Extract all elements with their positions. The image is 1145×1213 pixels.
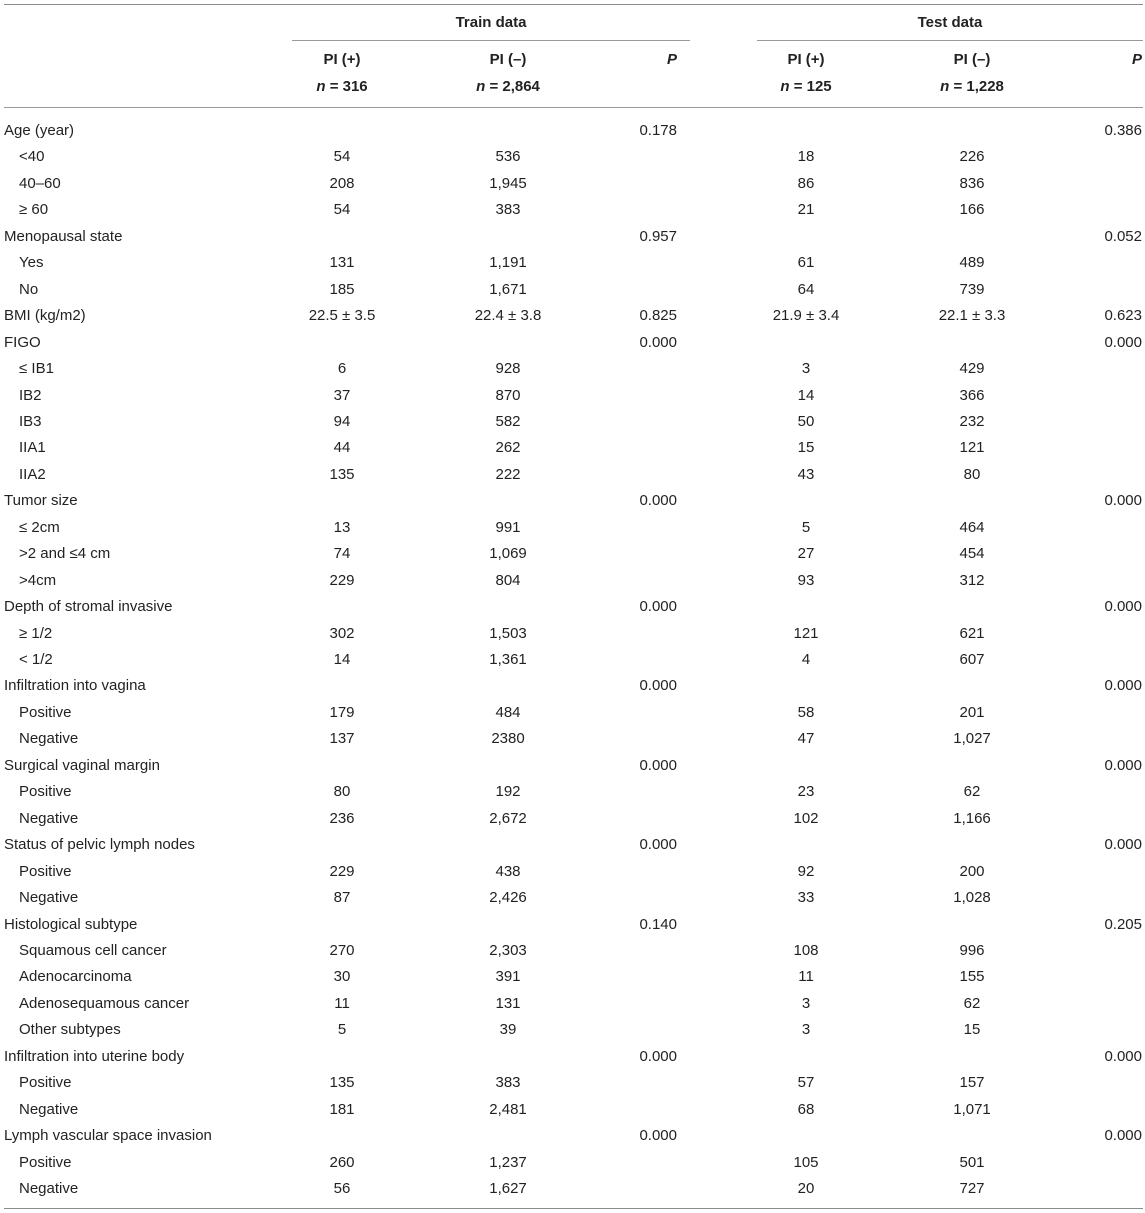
train-p-cell: 0.000 [639, 677, 677, 694]
test-p-cell: 0.000 [1104, 598, 1142, 615]
test-pi-neg-cell: 200 [959, 863, 985, 880]
train-pi-neg-cell: 22.4 ± 3.8 [474, 307, 542, 324]
train-pi-neg-cell: 391 [495, 968, 521, 985]
row-label: ≤ 2cm [19, 519, 60, 536]
train-pi-neg-cell: 383 [495, 1074, 521, 1091]
test-p-cell: 0.000 [1104, 677, 1142, 694]
train-pi-neg-cell: 1,191 [489, 254, 527, 271]
test-pi-pos-cell: 43 [797, 466, 815, 483]
train-p-header [667, 51, 677, 69]
train-pi-pos-cell: 208 [329, 175, 355, 192]
train-p-cell: 0.000 [639, 1127, 677, 1144]
train-pi-neg-cell: 928 [495, 360, 521, 377]
test-pi-pos-cell: 50 [797, 413, 815, 430]
train-p-cell: 0.000 [639, 598, 677, 615]
row-label: BMI (kg/m2) [4, 307, 86, 324]
row-label: Negative [19, 810, 79, 827]
train-pi-neg-cell: 991 [495, 519, 521, 536]
train-pi-pos-cell: 54 [333, 148, 351, 165]
test-pi-pos-cell: 14 [797, 387, 815, 404]
test-pi-neg-cell: 232 [959, 413, 985, 430]
train-pi-pos-cell: 229 [329, 863, 355, 880]
train-pi-neg-cell: 1,671 [489, 281, 527, 298]
train-pi-neg-cell: 582 [495, 413, 521, 430]
train-pi-pos-cell: 131 [329, 254, 355, 271]
train-pi-pos-cell: 37 [333, 387, 351, 404]
header-bottom-rule [4, 107, 1143, 108]
train-pi-pos-cell: 30 [333, 968, 351, 985]
row-label: No [19, 281, 39, 298]
train-pi-pos-cell: 56 [333, 1180, 351, 1197]
train-pi-neg-cell: 1,237 [489, 1154, 527, 1171]
train-p-cell: 0.000 [639, 1048, 677, 1065]
test-pi-pos-cell: 68 [797, 1101, 815, 1118]
test-p-cell: 0.623 [1104, 307, 1142, 324]
row-label: IB3 [19, 413, 42, 430]
test-pi-pos-cell: 102 [793, 810, 819, 827]
train-neg-n [476, 78, 540, 96]
train-pi-neg-cell: 484 [495, 704, 521, 721]
n-value: = 316 [329, 78, 368, 95]
row-label: IIA1 [19, 439, 46, 456]
train-pi-neg-cell: 1,069 [489, 545, 527, 562]
train-pi-pos-cell: 181 [329, 1101, 355, 1118]
row-label: Negative [19, 1180, 79, 1197]
n-label: n [476, 78, 486, 95]
train-p-label: P [666, 51, 677, 68]
train-pi-neg-cell: 1,945 [489, 175, 527, 192]
train-pi-pos-cell: 185 [329, 281, 355, 298]
test-pi-pos-cell: 3 [801, 360, 811, 377]
train-pi-pos-cell: 74 [333, 545, 351, 562]
test-pi-neg-cell: 1,071 [953, 1101, 991, 1118]
n-value: = 2,864 [489, 78, 540, 95]
test-pi-pos-cell: 58 [797, 704, 815, 721]
train-data-header: Train data [455, 14, 527, 31]
test-pi-pos-cell: 21 [797, 201, 815, 218]
train-pi-neg-cell: 383 [495, 201, 521, 218]
row-label: Positive [19, 704, 72, 721]
row-label: 40–60 [19, 175, 61, 192]
test-pi-pos-cell: 20 [797, 1180, 815, 1197]
train-p-cell: 0.140 [639, 916, 677, 933]
train-p-cell: 0.000 [639, 492, 677, 509]
test-data-header: Test data [917, 14, 983, 31]
row-label: IB2 [19, 387, 42, 404]
test-p-header [1132, 51, 1142, 69]
test-p-cell: 0.000 [1104, 1127, 1142, 1144]
row-label: IIA2 [19, 466, 46, 483]
test-pi-pos-cell: 108 [793, 942, 819, 959]
test-pi-neg-cell: 454 [959, 545, 985, 562]
train-pi-pos-cell: 260 [329, 1154, 355, 1171]
row-label: Adenocarcinoma [19, 968, 132, 985]
train-pi-pos-cell: 229 [329, 572, 355, 589]
test-pos-n [780, 78, 831, 96]
train-pi-neg-cell: 1,503 [489, 625, 527, 642]
train-pi-neg-cell: 438 [495, 863, 521, 880]
train-pi-neg-cell: 2,426 [489, 889, 527, 906]
row-label: Negative [19, 730, 79, 747]
test-pi-pos-cell: 86 [797, 175, 815, 192]
train-pi-neg-cell: 262 [495, 439, 521, 456]
top-rule [4, 4, 1143, 5]
train-pi-neg-cell: 1,627 [489, 1180, 527, 1197]
test-p-cell: 0.386 [1104, 122, 1142, 139]
row-label: Positive [19, 863, 72, 880]
test-pi-neg-cell: 157 [959, 1074, 985, 1091]
train-p-cell: 0.000 [639, 334, 677, 351]
train-pi-pos-cell: 14 [333, 651, 351, 668]
test-pi-neg-cell: 366 [959, 387, 985, 404]
train-pi-pos-cell: 13 [333, 519, 351, 536]
test-pi-neg-cell: 155 [959, 968, 985, 985]
test-p-cell: 0.000 [1104, 836, 1142, 853]
row-label: Negative [19, 889, 79, 906]
row-label: Menopausal state [4, 228, 123, 245]
test-pi-neg-cell: 501 [959, 1154, 985, 1171]
train-pi-pos-cell: 94 [333, 413, 351, 430]
train-pi-neg-cell: 39 [499, 1021, 517, 1038]
row-label: Infiltration into uterine body [4, 1048, 185, 1065]
row-label: Squamous cell cancer [19, 942, 167, 959]
test-p-cell: 0.000 [1104, 1048, 1142, 1065]
test-pi-neg-cell: 1,027 [953, 730, 991, 747]
train-pi-neg-cell: 804 [495, 572, 521, 589]
test-p-label: P [1131, 51, 1142, 68]
row-label: Yes [19, 254, 44, 271]
row-label: Age (year) [4, 122, 75, 139]
bottom-rule [4, 1208, 1143, 1209]
test-pi-neg-cell: 836 [959, 175, 985, 192]
test-pi-neg-cell: 166 [959, 201, 985, 218]
train-pi-pos-cell: 179 [329, 704, 355, 721]
train-p-cell: 0.957 [639, 228, 677, 245]
test-pi-neg-cell: 996 [959, 942, 985, 959]
train-pi-pos-cell: 22.5 ± 3.5 [308, 307, 376, 324]
train-pi-neg-cell: 536 [495, 148, 521, 165]
n-label: n [316, 78, 326, 95]
test-p-cell: 0.000 [1104, 757, 1142, 774]
row-label: Positive [19, 1154, 72, 1171]
test-pi-pos-cell: 23 [797, 783, 815, 800]
test-pi-pos-cell: 27 [797, 545, 815, 562]
test-pi-pos-cell: 11 [798, 968, 814, 985]
test-p-cell: 0.205 [1104, 916, 1142, 933]
test-pi-neg-cell: 489 [959, 254, 985, 271]
n-label: n [780, 78, 790, 95]
row-label: >4cm [19, 572, 57, 589]
train-pos-n [316, 78, 367, 96]
train-pi-pos-cell: 236 [329, 810, 355, 827]
row-label: ≤ IB1 [19, 360, 54, 377]
train-pi-pos-cell: 302 [329, 625, 355, 642]
row-label: ≥ 1/2 [19, 625, 53, 642]
test-pi-neg-cell: 312 [959, 572, 985, 589]
test-pi-neg-header: PI (–) [953, 51, 991, 68]
train-pi-neg-cell: 192 [495, 783, 521, 800]
train-pi-pos-cell: 5 [337, 1021, 347, 1038]
row-label: Infiltration into vagina [4, 677, 146, 694]
test-pi-pos-cell: 64 [797, 281, 815, 298]
test-pi-neg-cell: 62 [963, 783, 981, 800]
train-pi-pos-header: PI (+) [323, 51, 361, 68]
test-pi-pos-cell: 3 [801, 1021, 811, 1038]
test-pi-pos-cell: 93 [797, 572, 815, 589]
train-group-rule [292, 40, 690, 41]
row-label: < 1/2 [19, 651, 53, 668]
train-pi-pos-cell: 11 [334, 995, 350, 1012]
test-pi-pos-header: PI (+) [787, 51, 825, 68]
row-label: FIGO [4, 334, 41, 351]
test-p-cell: 0.052 [1104, 228, 1142, 245]
row-label: <40 [19, 148, 45, 165]
test-pi-pos-cell: 47 [797, 730, 815, 747]
n-value: = 1,228 [953, 78, 1004, 95]
train-pi-neg-header: PI (–) [489, 51, 527, 68]
train-pi-neg-cell: 870 [495, 387, 521, 404]
test-pi-neg-cell: 739 [959, 281, 985, 298]
train-p-cell: 0.000 [639, 836, 677, 853]
test-pi-pos-cell: 105 [793, 1154, 819, 1171]
train-pi-pos-cell: 80 [333, 783, 351, 800]
row-label: Status of pelvic lymph nodes [4, 836, 195, 853]
test-pi-neg-cell: 226 [959, 148, 985, 165]
train-pi-neg-cell: 2,672 [489, 810, 527, 827]
test-pi-neg-cell: 22.1 ± 3.3 [938, 307, 1006, 324]
train-pi-pos-cell: 87 [333, 889, 351, 906]
n-label: n [940, 78, 950, 95]
test-pi-neg-cell: 62 [963, 995, 981, 1012]
train-pi-pos-cell: 137 [329, 730, 355, 747]
train-pi-neg-cell: 2,303 [489, 942, 527, 959]
test-p-cell: 0.000 [1104, 492, 1142, 509]
row-label: >2 and ≤4 cm [19, 545, 111, 562]
train-pi-pos-cell: 44 [333, 439, 351, 456]
test-pi-neg-cell: 1,028 [953, 889, 991, 906]
test-pi-pos-cell: 61 [797, 254, 815, 271]
test-pi-neg-cell: 1,166 [953, 810, 991, 827]
row-label: Negative [19, 1101, 79, 1118]
row-label: Lymph vascular space invasion [4, 1127, 212, 1144]
test-pi-pos-cell: 57 [797, 1074, 815, 1091]
test-neg-n [940, 78, 1004, 96]
row-label: Tumor size [4, 492, 78, 509]
row-label: Other subtypes [19, 1021, 121, 1038]
test-pi-neg-cell: 80 [963, 466, 981, 483]
test-pi-neg-cell: 429 [959, 360, 985, 377]
test-pi-pos-cell: 18 [797, 148, 815, 165]
test-pi-neg-cell: 621 [959, 625, 985, 642]
train-pi-pos-cell: 135 [329, 466, 355, 483]
train-pi-neg-cell: 2,481 [489, 1101, 527, 1118]
train-p-cell: 0.178 [639, 122, 677, 139]
test-pi-pos-cell: 3 [801, 995, 811, 1012]
test-pi-pos-cell: 92 [797, 863, 815, 880]
test-pi-neg-cell: 15 [963, 1021, 981, 1038]
test-pi-neg-cell: 201 [959, 704, 985, 721]
train-pi-neg-cell: 2380 [491, 730, 525, 747]
test-pi-pos-cell: 4 [801, 651, 811, 668]
test-pi-pos-cell: 121 [793, 625, 819, 642]
test-group-rule [757, 40, 1143, 41]
row-label: Positive [19, 1074, 72, 1091]
test-pi-neg-cell: 727 [959, 1180, 985, 1197]
row-label: ≥ 60 [19, 201, 49, 218]
train-p-cell: 0.000 [639, 757, 677, 774]
train-pi-neg-cell: 222 [495, 466, 521, 483]
test-pi-neg-cell: 121 [959, 439, 985, 456]
test-pi-pos-cell: 21.9 ± 3.4 [772, 307, 840, 324]
row-label: Adenosequamous cancer [19, 995, 190, 1012]
train-p-cell: 0.825 [639, 307, 677, 324]
row-label: Depth of stromal invasive [4, 598, 173, 615]
test-pi-neg-cell: 464 [959, 519, 985, 536]
test-pi-neg-cell: 607 [959, 651, 985, 668]
train-pi-neg-cell: 131 [495, 995, 521, 1012]
train-pi-pos-cell: 6 [337, 360, 347, 377]
train-pi-pos-cell: 270 [329, 942, 355, 959]
test-p-cell: 0.000 [1104, 334, 1142, 351]
row-label: Positive [19, 783, 72, 800]
train-pi-pos-cell: 135 [329, 1074, 355, 1091]
row-label: Histological subtype [4, 916, 138, 933]
n-value: = 125 [793, 78, 832, 95]
test-pi-pos-cell: 33 [797, 889, 815, 906]
train-pi-pos-cell: 54 [333, 201, 351, 218]
train-pi-neg-cell: 1,361 [489, 651, 527, 668]
row-label: Surgical vaginal margin [4, 757, 160, 774]
test-pi-pos-cell: 15 [797, 439, 815, 456]
test-pi-pos-cell: 5 [801, 519, 811, 536]
